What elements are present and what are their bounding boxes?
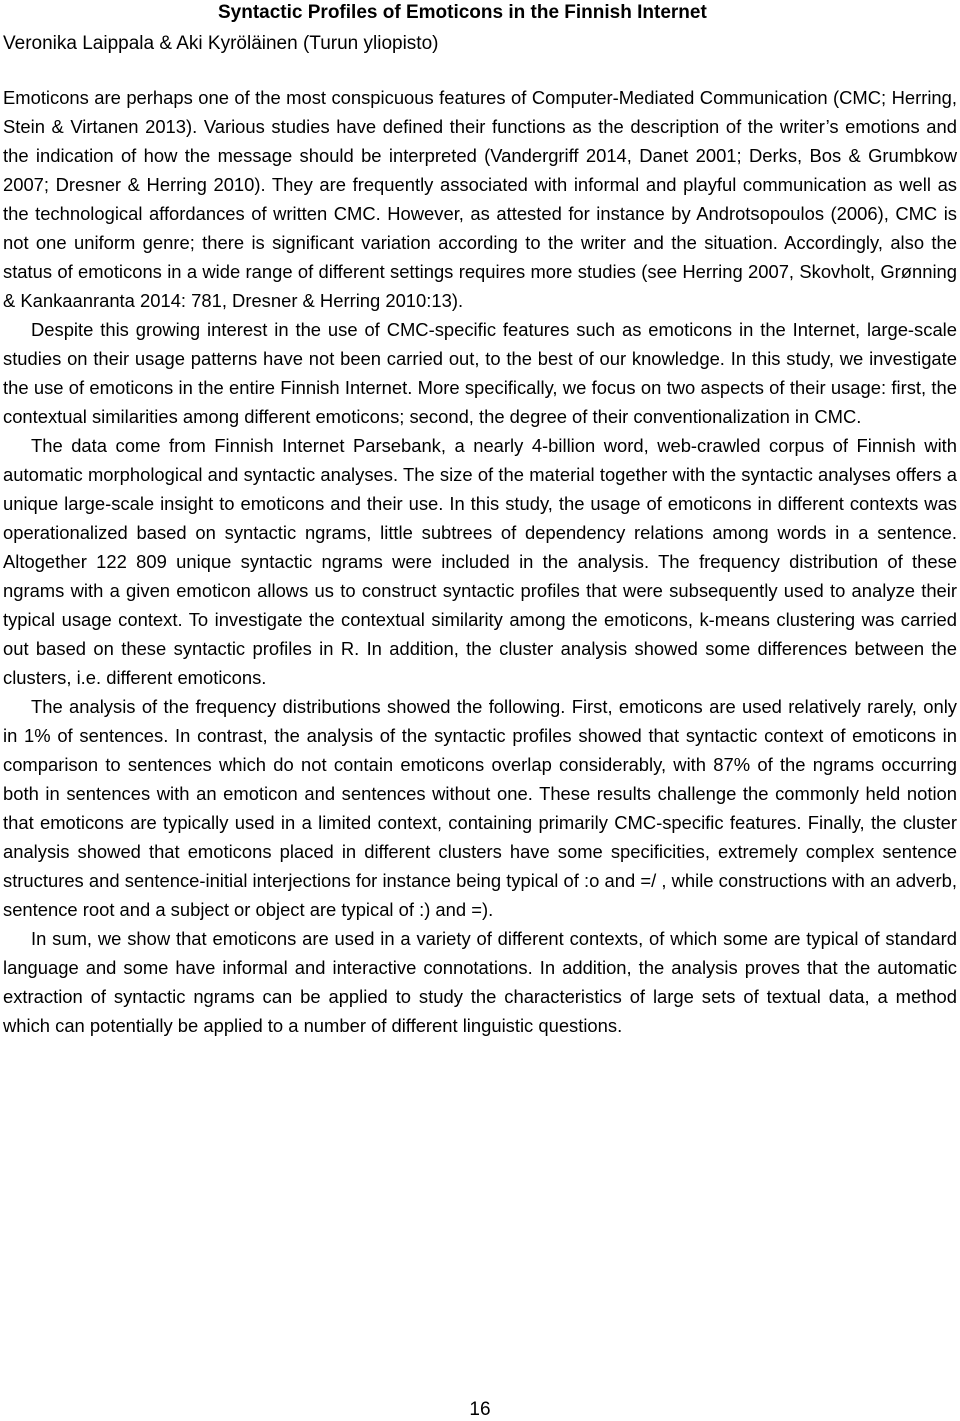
paragraph-4: The analysis of the frequency distributions showed the following. First, emoticons are used relatively rarely, only in 1% of sentences. In contrast, the analysis of the syntactic profiles showed that syntactic context of emoticons in comparison to sentences which do not contain emoticons overlap considerably, with 87% of the ngrams occurring both in sentences with an emoticon and sentences without one. These results challenge the commonly held notion that emoticons are typically used in a limited context, containing primarily CMC-specific features. Finally, the cluster analysis showed that emoticons placed in different clusters have some specificities, extremely complex sentence structures and sentence-initial interjections for instance being typical of :o and =/ , while constructions with an adverb, sentence root and a subject or object are typical of :) and =). — [3, 696, 957, 920]
paper-title: Syntactic Profiles of Emoticons in the Finnish Internet — [218, 2, 707, 23]
page-number: 16 — [469, 1399, 491, 1420]
abstract-body — [3, 83, 957, 1040]
paragraph-2: Despite this growing interest in the use of CMC-specific features such as emoticons in the Internet, large-scale studies on their usage patterns have not been carried out, to the best of our knowledge. In this study, we investigate the use of emoticons in the entire Finnish Internet. More specifically, we focus on two aspects of their usage: first, the contextual similarities among different emoticons; second, the degree of their conventionalization in CMC. — [3, 319, 957, 427]
paragraph-5: In sum, we show that emoticons are used in a variety of different contexts, of which some are typical of standard language and some have informal and interactive connotations. In addition, the analysis proves that the automatic extraction of syntactic ngrams can be applied to study the characteristics of large sets of textual data, a method which can potentially be applied to a number of different linguistic questions. — [3, 928, 957, 1036]
paragraph-3: The data come from Finnish Internet Parsebank, a nearly 4-billion word, web-crawled corpus of Finnish with automatic morphological and syntactic analyses. The size of the material together with the syntactic analyses offers a unique large-scale insight to emoticons and their use. In this study, the usage of emoticons in different contexts was operationalized based on syntactic ngrams, little subtrees of dependency relations among words in a sentence. Altogether 122 809 unique syntactic ngrams were included in the analysis. The frequency distribution of these ngrams with a given emoticon allows us to construct syntactic profiles that were subsequently used to analyze their typical usage context. To investigate the contextual similarity among the emoticons, k-means clustering was carried out based on these syntactic profiles in R. In addition, the cluster analysis showed some differences between the clusters, i.e. different emoticons. — [3, 435, 957, 688]
paper-authors: Veronika Laippala & Aki Kyröläinen (Turun yliopisto) — [3, 33, 439, 54]
paragraph-1: Emoticons are perhaps one of the most conspicuous features of Computer-Mediated Communication (CMC; Herring, Stein & Virtanen 2013). Various studies have defined their functions as the description of the writer’s emotions and the indication of how the message should be interpreted (Vandergriff 2014, Danet 2001; Derks, Bos & Grumbkow 2007; Dresner & Herring 2010). They are frequently associated with informal and playful communication as well as the technological affordances of written CMC. However, as attested for instance by Androtsopoulos (2006), CMC is not one uniform genre; there is significant variation according to the writer and the situation. Accordingly, also the status of emoticons in a wide range of different settings requires more studies (see Herring 2007, Skovholt, Grønning & Kankaanranta 2014: 781, Dresner & Herring 2010:13). — [3, 87, 957, 311]
